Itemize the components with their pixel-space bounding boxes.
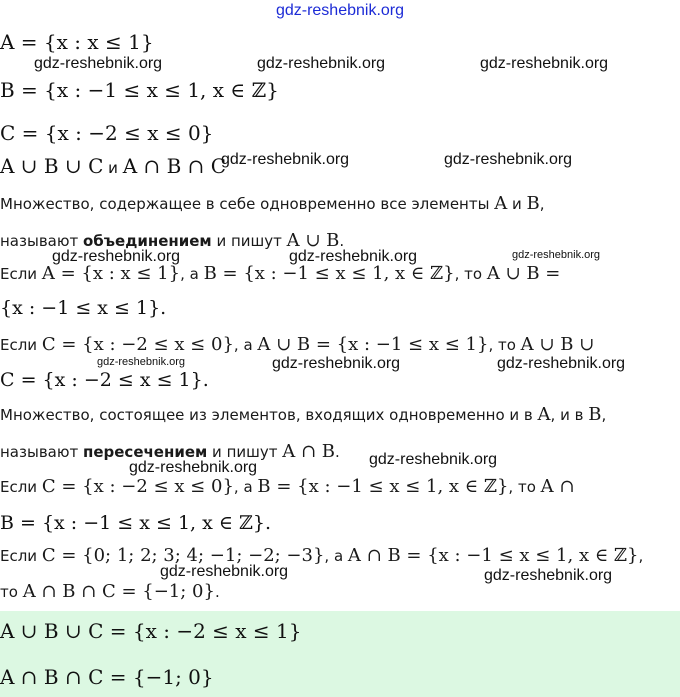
intersection-example2-line-2 — [0, 581, 220, 602]
math: B = {x : −1 ≤ x ≤ 1, x ∈ ℤ} — [203, 263, 455, 284]
math: A ∪ B = {x : −1 ≤ x ≤ 1} — [257, 334, 489, 355]
intersection-example-line-1 — [0, 476, 574, 497]
watermark[interactable]: gdz-reshebnik.org — [484, 567, 613, 584]
text: . — [339, 232, 345, 250]
union-definition-line-1 — [0, 193, 545, 214]
math: C = {x : −2 ≤ x ≤ 0} — [41, 476, 234, 497]
watermark[interactable]: gdz-reshebnik.org — [289, 248, 418, 265]
intersection-example2-line-1 — [0, 545, 643, 566]
watermark[interactable]: gdz-reshebnik.org — [221, 151, 350, 168]
text: и пишут — [207, 443, 283, 461]
text: . — [335, 443, 340, 461]
union-expression: A ∪ B ∪ C — [0, 154, 104, 178]
text: , а — [233, 336, 258, 354]
term-intersection: пересечением — [82, 443, 208, 461]
answer-intersection: A ∩ B ∩ C = {−1; 0} — [0, 665, 214, 689]
math: A ∪ B ∪ — [520, 334, 595, 355]
watermark[interactable]: gdz-reshebnik.org — [34, 55, 163, 72]
intersection-definition-line-1 — [0, 404, 606, 425]
text: Если — [0, 547, 42, 565]
text: , то — [488, 336, 521, 354]
watermark-top[interactable]: gdz-reshebnik.org — [275, 2, 405, 19]
math: A = {x : x ≤ 1} — [41, 263, 181, 284]
set-a-definition: A = {x : x ≤ 1} — [0, 30, 154, 54]
task-expression — [0, 154, 226, 178]
union-example2-line-2: C = {x : −2 ≤ x ≤ 1}. — [0, 369, 209, 391]
text: Множество, состоящее из элементов, входящих одновременно и в — [0, 406, 538, 424]
watermark[interactable]: gdz-reshebnik.org — [369, 451, 498, 468]
set-b-definition: B = {x : −1 ≤ x ≤ 1, x ∈ ℤ} — [0, 78, 279, 102]
text: , а — [324, 547, 348, 565]
watermark[interactable]: gdz-reshebnik.org — [444, 151, 573, 168]
math: A ∩ B ∩ C = {−1; 0} — [22, 581, 215, 602]
math: A ∪ B = — [486, 263, 561, 284]
math-a: A — [494, 193, 508, 214]
text: , — [638, 547, 644, 565]
watermark[interactable]: gdz-reshebnik.org — [129, 459, 258, 476]
union-example-line-2: {x : −1 ≤ x ≤ 1}. — [0, 297, 167, 319]
text: , то — [454, 265, 487, 283]
watermark[interactable]: gdz-reshebnik.org — [52, 248, 181, 265]
watermark[interactable]: gdz-reshebnik.org — [257, 55, 386, 72]
text: и пишут — [211, 232, 287, 250]
text: и — [507, 195, 527, 213]
math-intersection: A ∩ B — [282, 441, 335, 462]
text: Если — [0, 336, 42, 354]
math-b: B — [588, 404, 602, 425]
text: Если — [0, 265, 42, 283]
math: A ∩ — [540, 476, 575, 497]
math-union: A ∪ B — [286, 230, 340, 251]
intersection-expression: A ∩ B ∩ C — [122, 154, 227, 178]
term-union: объединением — [82, 232, 212, 250]
text: Множество, содержащее в себе одновременно все элементы — [0, 195, 495, 213]
text: , — [601, 406, 607, 424]
answer-union: A ∪ B ∪ C = {x : −2 ≤ x ≤ 1} — [0, 619, 302, 643]
watermark[interactable]: gdz-reshebnik.org — [480, 55, 609, 72]
text: . — [214, 583, 220, 601]
text: , и в — [550, 406, 589, 424]
text: , а — [180, 265, 204, 283]
math: C = {0; 1; 2; 3; 4; −1; −2; −3} — [41, 545, 325, 566]
text: , а — [233, 478, 258, 496]
math: A ∩ B = {x : −1 ≤ x ≤ 1, x ∈ ℤ} — [347, 545, 639, 566]
conjunction-text: и — [103, 159, 123, 177]
watermark[interactable]: gdz-reshebnik.org — [272, 355, 401, 372]
text: , то — [508, 478, 541, 496]
watermark[interactable]: gdz-reshebnik.org — [160, 563, 289, 580]
math-b: B — [526, 193, 540, 214]
union-example-line-1 — [0, 263, 560, 284]
math: B = {x : −1 ≤ x ≤ 1, x ∈ ℤ} — [257, 476, 509, 497]
text: называют — [0, 443, 83, 461]
answer-block — [0, 611, 680, 697]
text: то — [0, 583, 23, 601]
watermark[interactable]: gdz-reshebnik.org — [497, 355, 626, 372]
intersection-example-line-2: B = {x : −1 ≤ x ≤ 1, x ∈ ℤ}. — [0, 512, 271, 534]
math: C = {x : −2 ≤ x ≤ 0} — [41, 334, 234, 355]
set-c-definition: C = {x : −2 ≤ x ≤ 0} — [0, 121, 214, 145]
union-example2-line-1 — [0, 334, 594, 355]
text: Если — [0, 478, 42, 496]
math-a: A — [537, 404, 551, 425]
watermark[interactable]: gdz-reshebnik.org — [97, 356, 186, 368]
text: , — [539, 195, 545, 213]
text: называют — [0, 232, 83, 250]
watermark[interactable]: gdz-reshebnik.org — [512, 249, 601, 261]
